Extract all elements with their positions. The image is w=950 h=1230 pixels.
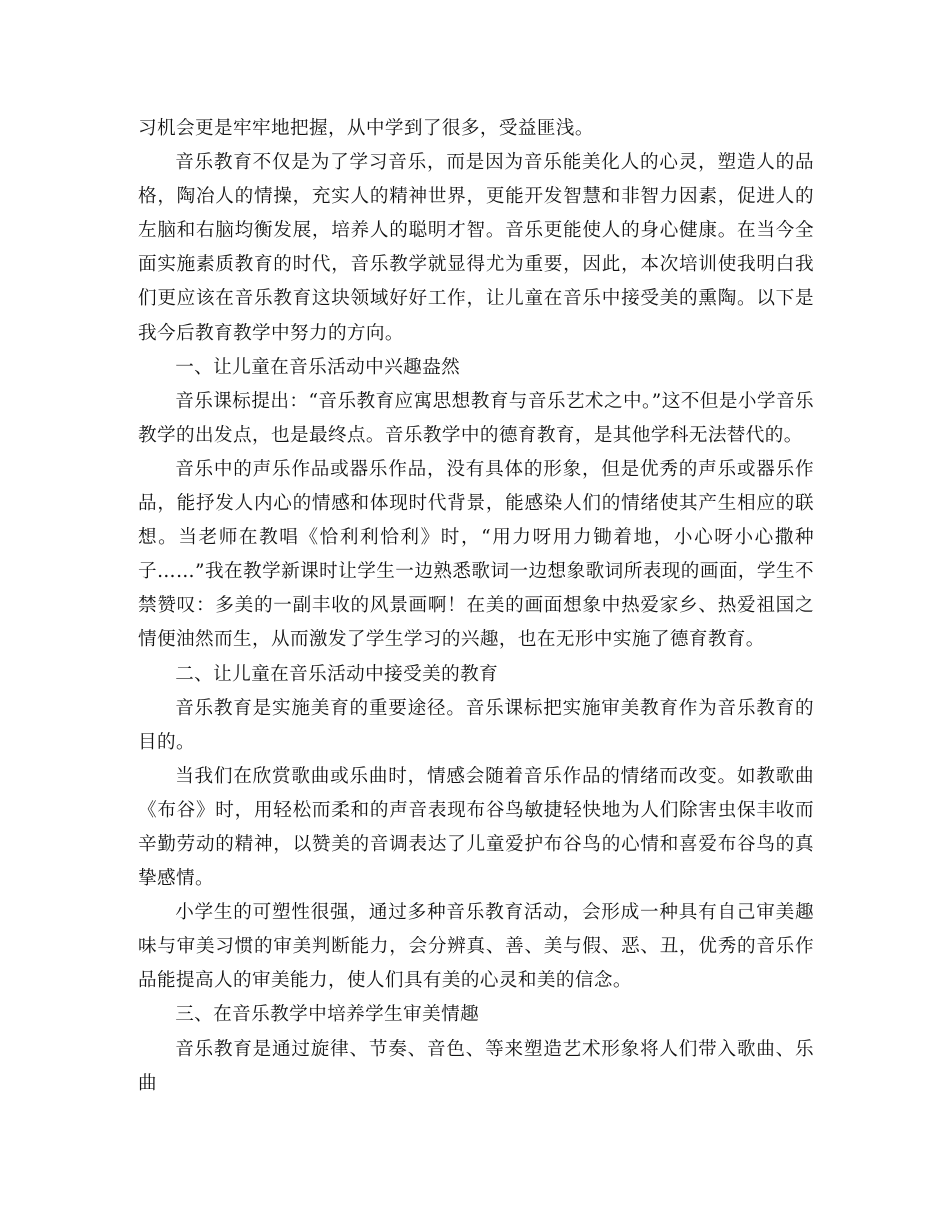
section-heading-2: 二、让儿童在音乐活动中接受美的教育 [175, 663, 499, 685]
paragraph-music-education-purpose: 音乐教育不仅是为了学习音乐，而是因为音乐能美化人的心灵，塑造人的品格，陶冶人的情操，充实人的精神世界，更能开发智慧和非智力因素，促进人的左脑和右脑均衡发展，培养人的聪明才智。音乐更能使人的身心健康。在当今全面实施素质教育的时代，音乐教学就显得尤为重要，因此，本次培训使我明白我们更应该在音乐教育这块领域好好工作，让儿童在音乐中接受美的熏陶。以下是我今后教育教学中努力的方向。 [138, 152, 814, 344]
document-page [138, 112, 814, 1101]
paragraph-vocal-instrumental-works: 音乐中的声乐作品或器乐作品，没有具体的形象，但是优秀的声乐或器乐作品，能抒发人内心的情感和体现时代背景，能感染人们的情绪使其产生相应的联想。当老师在教唱《恰利利恰利》时，“用力呀用力锄着地，小心呀小心撒种子……”我在教学新课时让学生一边熟悉歌词一边想象歌词所表现的画面，学生不禁赞叹：多美的一副丰收的风景画啊！在美的画面想象中热爱家乡、热爱祖国之情便油然而生，从而激发了学生学习的兴趣，也在无形中实施了德育教育。 [138, 458, 814, 651]
paragraph-curriculum-standard: 音乐课标提出：“音乐教育应寓思想教育与音乐艺术之中。”这不但是小学音乐教学的出发点，也是最终点。音乐教学中的德育教育，是其他学科无法替代的。 [138, 390, 814, 446]
paragraph-pupil-plasticity: 小学生的可塑性很强，通过多种音乐教育活动，会形成一种具有自己审美趣味与审美习惯的审美判断能力，会分辨真、善、美与假、恶、丑，优秀的音乐作品能提高人的审美能力，使人们具有美的心灵和美的信念。 [138, 902, 814, 992]
section-heading-1: 一、让儿童在音乐活动中兴趣盎然 [175, 356, 461, 378]
paragraph-melody-rhythm: 音乐教育是通过旋律、节奏、音色、等来塑造艺术形象将人们带入歌曲、乐曲 [138, 1038, 814, 1094]
paragraph-cuckoo-song: 当我们在欣赏歌曲或乐曲时，情感会随着音乐作品的情绪而改变。如教歌曲《布谷》时，用轻松而柔和的声音表现布谷鸟敏捷轻快地为人们除害虫保丰收而辛勤劳动的精神，以赞美的音调表达了儿童爱护布谷鸟的心情和喜爱布谷鸟的真挚感情。 [138, 765, 814, 890]
section-heading-3: 三、在音乐教学中培养学生审美情趣 [175, 1004, 480, 1026]
paragraph-aesthetic-education: 音乐教育是实施美育的重要途径。音乐课标把实施审美教育作为音乐教育的目的。 [138, 697, 814, 753]
paragraph-continuation: 习机会更是牢牢地把握，从中学到了很多，受益匪浅。 [138, 118, 594, 139]
